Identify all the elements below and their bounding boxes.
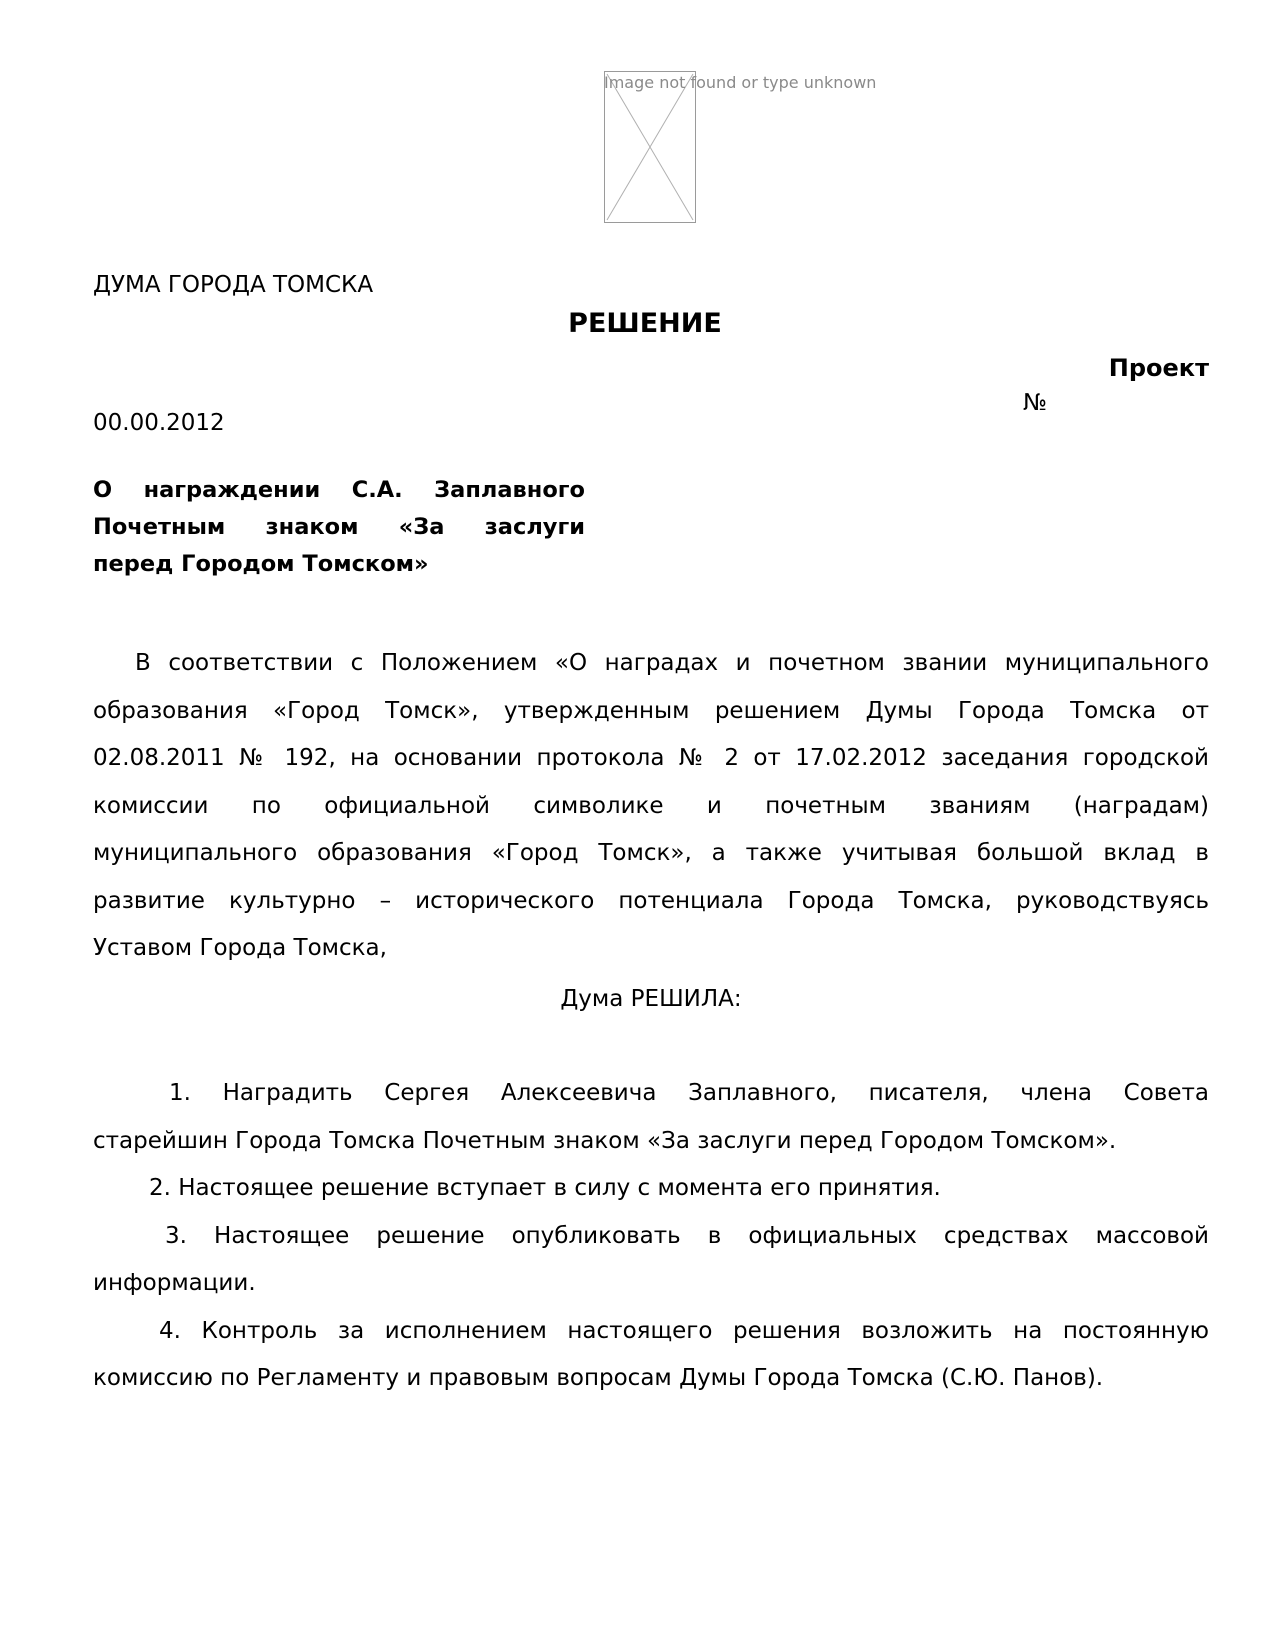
item-4-line: комиссию по Регламенту и правовым вопросам Думы Города Томска (С.Ю. Панов). — [93, 1365, 1104, 1391]
resolution-heading — [93, 976, 1209, 1024]
document-date: 00.00.2012 — [93, 410, 225, 436]
preamble-line: Уставом Города Томска, — [93, 935, 387, 961]
preamble-line: комиссии по официальной символике и почетным званиям (наградам) — [93, 792, 1209, 819]
item-1-line: старейшин Города Томска Почетным знаком «За заслуги перед Городом Томском». — [93, 1127, 1117, 1154]
document-subject — [93, 472, 585, 583]
organization-name: ДУМА ГОРОДА ТОМСКА — [93, 272, 374, 298]
item-1-line: 1. Наградить Сергея Алексеевича Заплавного, писателя, члена Совета — [169, 1080, 1209, 1106]
subject-line: перед Городом Томском» — [93, 551, 429, 577]
resolved-label: Дума РЕШИЛА: — [560, 986, 742, 1012]
preamble-line: образования «Город Томск», утвержденным решением Думы Города Томска от — [93, 697, 1209, 724]
image-alt-text: Image not found or type unknown — [604, 73, 877, 92]
preamble-line: развитие культурно – исторического потенциала Города Томска, руководствуясь — [93, 887, 1209, 914]
document-type-title: РЕШЕНИЕ — [568, 308, 722, 339]
broken-image-cross — [605, 72, 695, 222]
subject-line: Почетным знаком «За заслуги — [93, 514, 585, 540]
item-3-line: информации. — [93, 1270, 256, 1296]
item-4-line: 4. Контроль за исполнением настоящего решения возложить на постоянную — [159, 1317, 1209, 1344]
document-number-sign: № — [1023, 390, 1047, 416]
item-3-line: 3. Настоящее решение опубликовать в официальных средствах массовой — [165, 1222, 1209, 1249]
subject-line: О награждении С.А. Заплавного — [93, 477, 585, 503]
draft-label: Проект — [1108, 354, 1209, 382]
resolution-items — [93, 1070, 1209, 1403]
preamble-line: 02.08.2011 № 192, на основании протокола № 2 от 17.02.2012 заседания городской — [93, 745, 1209, 771]
broken-image-icon — [604, 71, 696, 223]
preamble-line: В соответствии с Положением «О наградах и почетном звании муниципального — [135, 650, 1209, 676]
item-2-line: 2. Настоящее решение вступает в силу с момента его принятия. — [149, 1175, 941, 1201]
preamble-paragraph — [93, 640, 1209, 973]
preamble-line: муниципального образования «Город Томск», а также учитывая большой вклад в — [93, 840, 1209, 866]
